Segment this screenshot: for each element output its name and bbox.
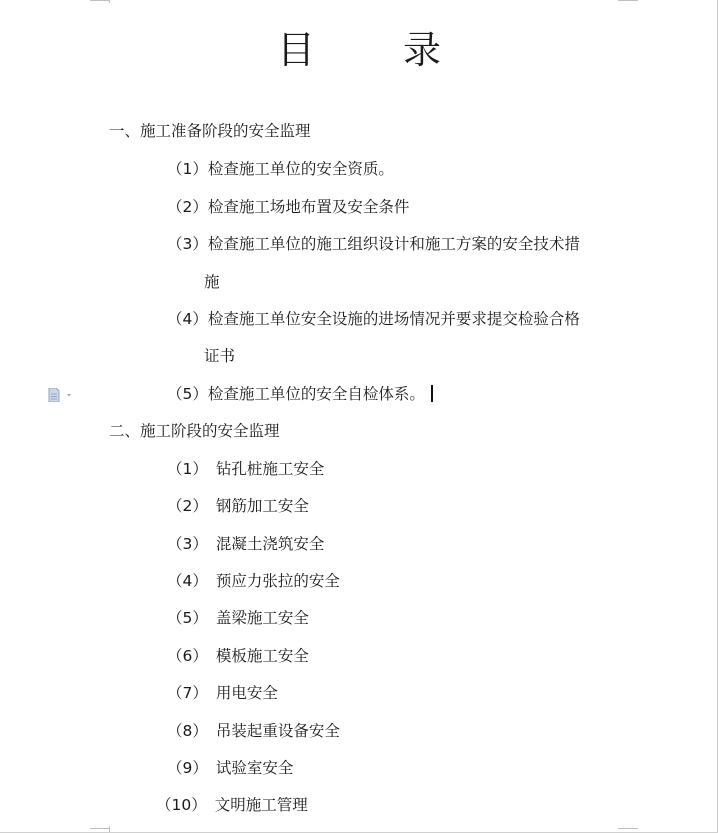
toc-item bbox=[167, 571, 340, 591]
item-number: （4） bbox=[167, 310, 208, 328]
item-number: （7） bbox=[167, 684, 208, 702]
item-text: 模板施工安全 bbox=[215, 647, 309, 665]
document-title bbox=[0, 26, 718, 74]
toc-item bbox=[167, 159, 394, 179]
toc-item bbox=[167, 384, 433, 404]
item-number: （8） bbox=[167, 722, 208, 740]
paragraph-options-icon[interactable] bbox=[48, 387, 72, 401]
crop-mark-top-left bbox=[90, 0, 110, 1]
toc-item bbox=[167, 309, 580, 329]
text-cursor bbox=[431, 385, 433, 402]
toc-item bbox=[167, 234, 580, 254]
item-number: （10） bbox=[156, 796, 207, 814]
toc-item bbox=[167, 721, 340, 741]
item-text: 检查施工单位的安全资质。 bbox=[207, 160, 394, 178]
crop-mark-bottom-right bbox=[618, 828, 638, 829]
item-number: （9） bbox=[167, 759, 208, 777]
item-text: 检查施工单位的安全自检体系。 bbox=[207, 385, 425, 403]
item-text: 用电安全 bbox=[215, 684, 278, 702]
item-number: （4） bbox=[167, 572, 208, 590]
toc-item bbox=[167, 534, 324, 554]
toc-item-continuation: 证书 bbox=[204, 347, 236, 365]
item-text: 盖梁施工安全 bbox=[215, 609, 309, 627]
item-text: 混凝土浇筑安全 bbox=[215, 535, 325, 553]
title-char-2: 录 bbox=[403, 28, 442, 72]
section-heading-2: 二、施工阶段的安全监理 bbox=[109, 422, 280, 440]
item-number: （6） bbox=[167, 647, 208, 665]
item-text: 钢筋加工安全 bbox=[215, 497, 309, 515]
item-text: 吊装起重设备安全 bbox=[215, 722, 340, 740]
toc-item bbox=[167, 758, 293, 778]
toc-item-continuation: 施 bbox=[204, 273, 220, 291]
document-icon bbox=[48, 388, 72, 402]
toc-item bbox=[167, 683, 278, 703]
item-text: 预应力张拉的安全 bbox=[215, 572, 340, 590]
crop-mark-bottom-left bbox=[90, 828, 110, 829]
item-text: 检查施工场地布置及安全条件 bbox=[207, 198, 410, 216]
title-char-1: 目 bbox=[276, 28, 315, 72]
crop-mark-top-left-v bbox=[109, 0, 110, 3]
toc-item bbox=[167, 608, 309, 628]
section-heading-1: 一、施工准备阶段的安全监理 bbox=[109, 122, 311, 140]
item-number: （3） bbox=[167, 235, 208, 253]
item-number: （3） bbox=[167, 535, 208, 553]
item-number: （5） bbox=[167, 609, 208, 627]
toc-item bbox=[156, 795, 308, 815]
item-text: 钻孔桩施工安全 bbox=[215, 460, 325, 478]
toc-item bbox=[167, 496, 309, 516]
item-text: 检查施工单位的施工组织设计和施工方案的安全技术措 bbox=[207, 235, 580, 253]
item-number: （5） bbox=[167, 385, 208, 403]
item-text: 检查施工单位安全设施的进场情况并要求提交检验合格 bbox=[207, 310, 580, 328]
toc-item bbox=[167, 646, 309, 666]
toc-item bbox=[167, 459, 324, 479]
item-number: （1） bbox=[167, 160, 208, 178]
item-text: 试验室安全 bbox=[215, 759, 294, 777]
item-number: （2） bbox=[167, 497, 208, 515]
item-text: 文明施工管理 bbox=[214, 796, 308, 814]
crop-mark-top-right bbox=[618, 0, 638, 1]
item-number: （1） bbox=[167, 460, 208, 478]
toc-item bbox=[167, 197, 409, 217]
item-number: （2） bbox=[167, 198, 208, 216]
